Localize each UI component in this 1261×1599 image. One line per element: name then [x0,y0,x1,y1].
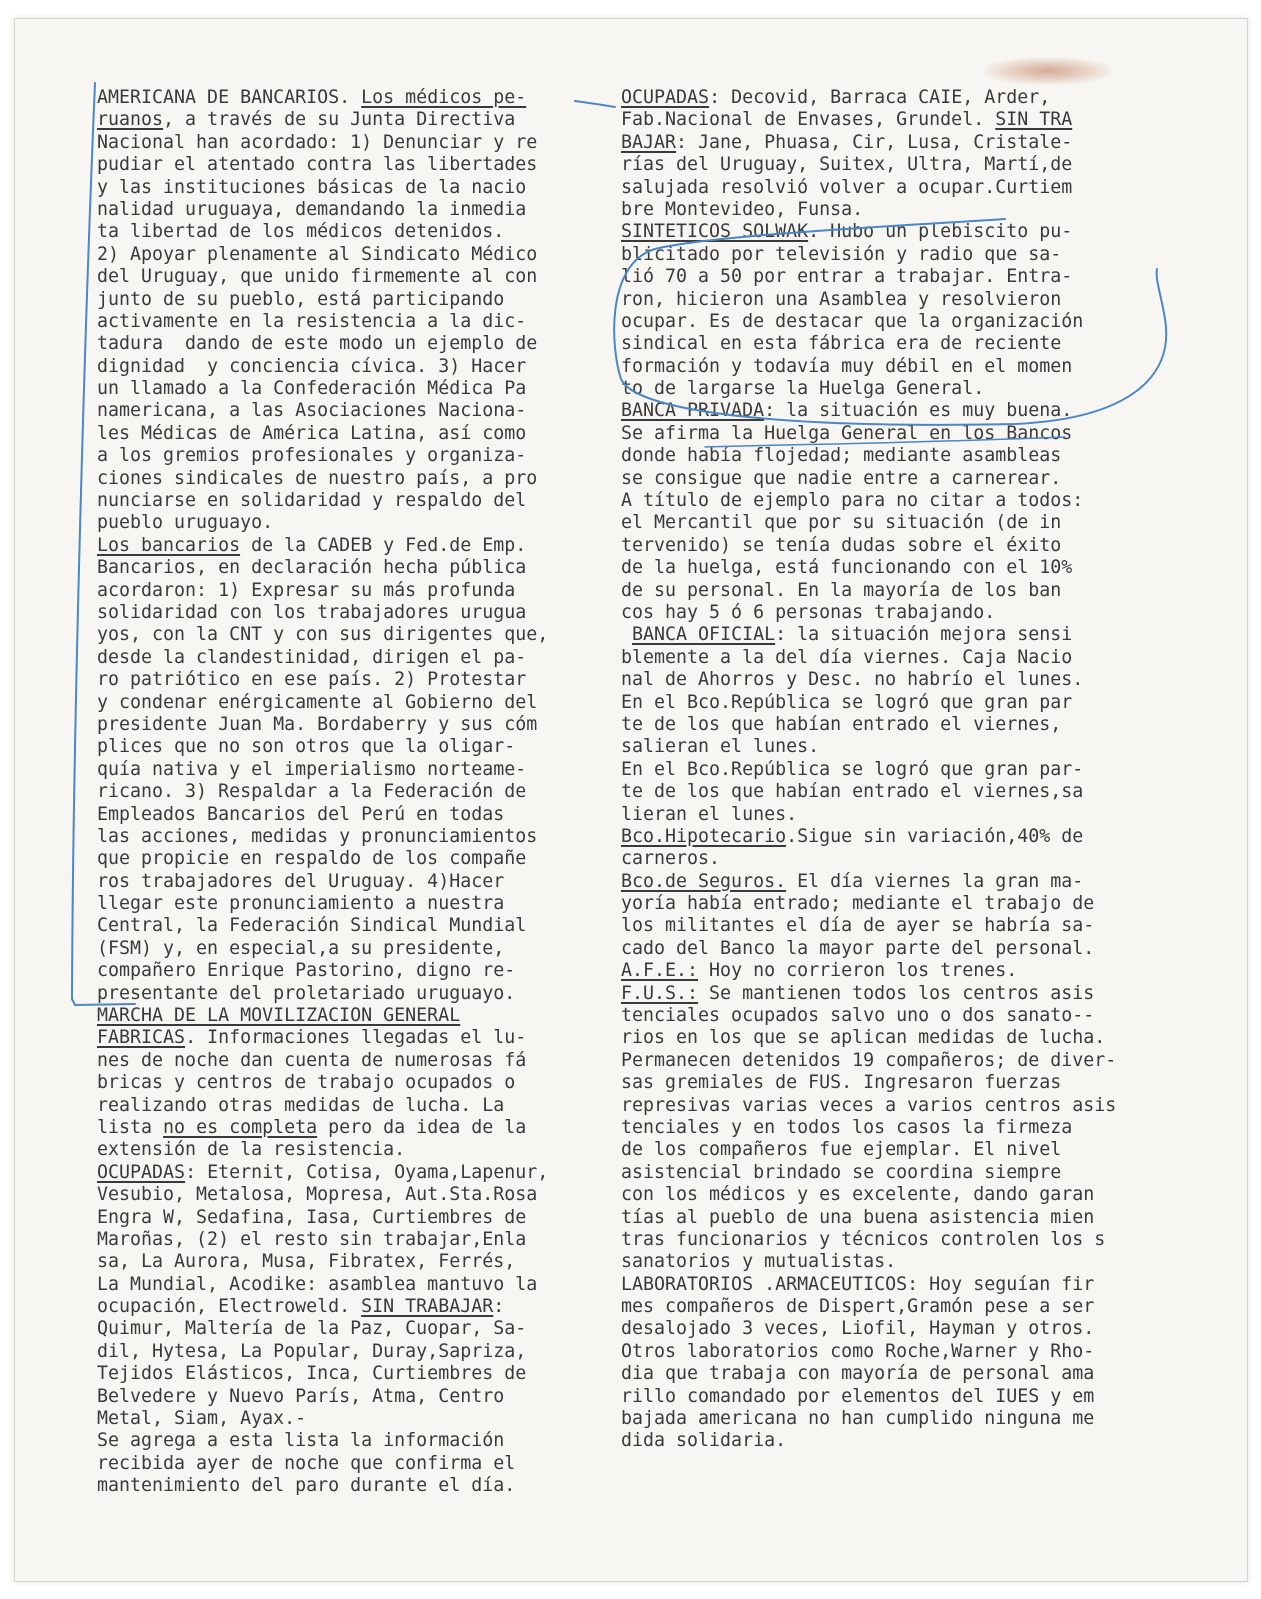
text-segment: dia que trabaja con mayoría de personal ama [621,1363,1095,1385]
text-segment: . Informaciones llegadas el lu- [185,1027,527,1049]
text-segment: : Jane, Phuasa, Cir, Lusa, Cristale- [676,131,1073,153]
text-line [97,535,637,557]
underlined-heading: MARCHA DE LA MOVILIZACION GENERAL [97,1005,461,1027]
text-segment: un llamado a la Confederación Médica Pa [97,378,527,400]
text-line [97,244,637,266]
text-line [97,400,637,422]
text-line [621,468,1221,490]
text-segment: y las instituciones básicas de la nacio [97,176,527,198]
text-segment: Hoy no corrieron los trenes. [698,960,1018,982]
text-segment: presidente Juan Ma. Bordaberry y sus cóm [97,713,538,735]
text-segment: blicitado por televisión y radio que sa- [621,243,1062,265]
text-line [621,1095,1221,1117]
text-segment: las acciones, medidas y pronunciamientos [97,825,538,847]
text-segment: AMERICANA DE BANCARIOS. [97,87,362,108]
text-segment: lió 70 a 50 por entrar a trabajar. Entra- [621,266,1073,288]
text-segment: Engra W, Sedafina, Iasa, Curtiembres de [97,1206,527,1228]
text-segment: : Decovid, Barraca CAIE, Arder, [709,87,1051,108]
text-segment: Se mantienen todos los centros asis [698,982,1095,1004]
text-line [621,132,1221,154]
text-segment: En el Bco.República se logró que gran par- [621,758,1084,780]
text-segment: donde había flojedad; mediante asambleas [621,445,1062,467]
underlined-heading: OCUPADAS [621,87,710,108]
underlined-heading: A.F.E.: [621,960,699,982]
text-line [97,1162,637,1184]
text-segment: de los compañeros fue ejemplar. El nivel [621,1139,1062,1161]
text-segment: mes compañeros de Dispert,Gramón pese a ser [621,1296,1095,1318]
text-segment: tías al pueblo de una buena asistencia mien [621,1206,1095,1228]
text-line [621,692,1221,714]
text-segment: con los médicos y es excelente, dando garan [621,1184,1095,1206]
text-line [621,1386,1221,1408]
text-line [97,736,637,758]
text-line [621,535,1221,557]
text-segment: pueblo uruguayo. [97,512,274,534]
text-line [97,87,637,109]
text-line [97,960,637,982]
text-segment: de la CADEB y Fed.de Emp. [240,534,527,556]
text-segment: y condenar enérgicamente al Gobierno del [97,691,538,713]
text-segment: nes de noche dan cuenta de numerosas fá [97,1049,527,1071]
text-segment: junto de su pueblo, está participando [97,288,505,310]
text-line [97,378,637,400]
text-line [97,333,637,355]
text-segment: asistencial brindado se coordina siempre [621,1161,1062,1183]
text-segment: el Mercantil que por su situación (de in [621,512,1062,534]
text-line [621,804,1221,826]
text-line [621,1363,1221,1385]
underlined-heading: Bco.de Seguros. [621,870,787,892]
text-segment: dignidad y conciencia cívica. 3) Hacer [97,355,527,377]
text-line [621,109,1221,131]
text-line [97,1005,637,1027]
text-segment: desalojado 3 veces, Liofil, Hayman y otros. [621,1318,1095,1340]
text-segment: ro patriótico en ese país. 2) Protestar [97,669,527,691]
text-line [97,692,637,714]
text-line [97,1251,637,1273]
text-segment: sa, La Aurora, Musa, Fibratex, Ferrés, [97,1251,516,1273]
text-line [621,759,1221,781]
text-line [97,154,637,176]
text-line [97,468,637,490]
text-segment: presentante del proletariado uruguayo. [97,982,516,1004]
text-segment: .Sigue sin variación,40% de [786,825,1084,847]
text-line [621,960,1221,982]
text-segment: del Uruguay, que unido firmemente al con [97,266,538,288]
text-segment: solidaridad con los trabajadores urugua [97,601,527,623]
text-segment: namericana, a las Asociaciones Naciona- [97,400,527,422]
text-segment: tras funcionarios y técnicos controlen los s [621,1228,1106,1250]
text-line [621,893,1221,915]
text-line [97,1318,637,1340]
text-segment: yos, con la CNT y con sus dirigentes que, [97,624,549,646]
text-line [97,1184,637,1206]
text-segment: Se agrega a esta lista la información [97,1430,505,1452]
text-line [621,1408,1221,1430]
text-line [97,602,637,624]
text-line [621,557,1221,579]
text-line [97,132,637,154]
text-line [97,109,637,131]
text-segment: mantenimiento del paro durante el día. [97,1475,516,1497]
text-line [621,624,1221,646]
text-segment: sindical en esta fábrica era de reciente [621,333,1062,355]
text-segment: Vesubio, Metalosa, Mopresa, Aut.Sta.Rosa [97,1184,538,1206]
text-line [97,512,637,534]
text-segment: quía nativa y el imperialismo norteame- [97,758,527,780]
underlined-heading: Los médicos pe- [361,87,527,108]
text-segment: lieran el lunes. [621,803,798,825]
text-line [621,848,1221,870]
text-line [621,983,1221,1005]
text-segment: El día viernes la gran ma- [786,870,1084,892]
text-line [97,915,637,937]
text-segment: Quimur, Maltería de la Paz, Cuopar, Sa- [97,1318,527,1340]
text-segment: les Médicas de América Latina, así como [97,422,527,444]
text-line [621,1274,1221,1296]
text-line [621,1184,1221,1206]
text-line [621,647,1221,669]
text-segment: Fab.Nacional de Envases, Grundel. [621,109,996,131]
text-line [97,804,637,826]
text-segment: bajada americana no han cumplido ninguna me [621,1408,1095,1430]
underlined-heading: no es completa [163,1116,318,1138]
text-segment: llegar este pronunciamiento a nuestra [97,893,505,915]
text-line [621,423,1221,445]
text-segment: Central, la Federación Sindical Mundial [97,915,527,937]
text-line [621,490,1221,512]
text-segment: Empleados Bancarios del Perú en todas [97,803,505,825]
text-segment: salieran el lunes. [621,736,820,758]
text-line [97,1430,637,1452]
text-segment: sanatorios y mutualistas. [621,1251,897,1273]
text-segment: tenciales y en todos los casos la firmeza [621,1116,1073,1138]
text-line [97,826,637,848]
left-column [97,87,637,1498]
text-segment: , a través de su Junta Directiva [163,109,516,131]
text-line [97,1117,637,1139]
text-segment: yoría había entrado; mediante el trabajo de [621,893,1095,915]
text-line [621,1005,1221,1027]
text-line [621,1027,1221,1049]
text-line [97,624,637,646]
text-line [621,669,1221,691]
text-segment: tadura dando de este modo un ejemplo de [97,333,538,355]
text-line [97,311,637,333]
text-segment: rios en los que se aplican medidas de lucha. [621,1027,1106,1049]
text-line [621,1139,1221,1161]
underlined-heading: ruanos [97,109,164,131]
text-segment: de la huelga, está funcionando con el 10% [621,557,1073,579]
text-line [97,580,637,602]
text-segment: pudiar el atentado contra las libertades [97,154,538,176]
text-line [621,1296,1221,1318]
text-segment: LABORATORIOS .ARMACEUTICOS: Hoy seguían fir [621,1273,1095,1295]
text-segment: Otros laboratorios como Roche,Warner y Rho- [621,1340,1095,1362]
text-line [621,826,1221,848]
text-segment: cado del Banco la mayor parte del personal. [621,937,1095,959]
text-segment: bre Montevideo, Funsa. [621,198,864,220]
text-line [97,221,637,243]
text-line [621,938,1221,960]
text-segment: carneros. [621,848,721,870]
text-line [621,87,1221,109]
text-line [621,871,1221,893]
text-line [621,1341,1221,1363]
text-segment: Tejidos Elásticos, Inca, Curtiembres de [97,1363,527,1385]
text-segment: En el Bco.República se logró que gran par [621,691,1073,713]
text-segment: represivas varias veces a varios centros asis [621,1094,1117,1116]
underlined-heading: SINTETICOS SOLWAK [621,221,809,243]
text-line [621,1050,1221,1072]
text-segment: Permanecen detenidos 19 compañeros; de diver- [621,1049,1117,1071]
text-line [621,1207,1221,1229]
text-segment: ocupación, Electroweld. [97,1296,362,1318]
text-line [621,736,1221,758]
text-line [97,1386,637,1408]
text-segment: recibida ayer de noche que confirma el [97,1452,516,1474]
text-line [621,199,1221,221]
text-segment: Metal, Siam, Ayax.- [97,1408,307,1430]
underlined-heading: Los bancarios [97,534,241,556]
underlined-heading: SIN TRA [995,109,1073,131]
underlined-heading: BANCA OFICIAL [632,624,776,646]
text-segment: ocupar. Es de destacar que la organización [621,310,1084,332]
text-line [97,1475,637,1497]
text-line [97,1095,637,1117]
text-line [621,289,1221,311]
text-segment: acordaron: 1) Expresar su más profunda [97,579,516,601]
text-segment: dida solidaria. [621,1430,787,1452]
text-segment: : la situación mejora sensi [775,624,1073,646]
text-line [97,1072,637,1094]
text-line [621,512,1221,534]
text-segment: (FSM) y, en especial,a su presidente, [97,937,505,959]
text-line [621,445,1221,467]
text-line [97,557,637,579]
text-segment: rillo comandado por elementos del IUES y em [621,1385,1095,1407]
text-line [621,311,1221,333]
text-line [97,356,637,378]
text-segment: Bancarios, en declaración hecha pública [97,557,527,579]
text-segment: a los gremios profesionales y organiza- [97,445,527,467]
text-line [97,781,637,803]
text-segment: 2) Apoyar plenamente al Sindicato Médico [97,243,538,265]
text-segment: . Hubo un plebiscito pu- [808,221,1073,243]
text-segment: que propicie en respaldo de los compañe [97,848,527,870]
text-line [621,1251,1221,1273]
text-line [621,177,1221,199]
text-segment: tenciales ocupados salvo uno o dos sanato-- [621,1005,1095,1027]
text-segment: bricas y centros de trabajo ocupados o [97,1072,516,1094]
text-line [97,199,637,221]
text-line [97,1050,637,1072]
text-line [621,602,1221,624]
text-segment: tervenido) se tenía dudas sobre el éxito [621,534,1062,556]
text-line [97,669,637,691]
text-segment: plices que no son otros que la oligar- [97,736,516,758]
text-segment: te de los que habían entrado el viernes, [621,713,1062,735]
text-segment: nunciarse en solidaridad y respaldo del [97,490,527,512]
text-line [97,759,637,781]
text-segment: : la situación es muy buena. [764,400,1073,422]
text-line [621,781,1221,803]
text-line [621,714,1221,736]
text-line [97,445,637,467]
text-segment: Nacional han acordado: 1) Denunciar y re [97,131,538,153]
underlined-heading: F.U.S.: [621,982,699,1004]
text-line [97,490,637,512]
text-line [621,1318,1221,1340]
text-segment: ricano. 3) Respaldar a la Federación de [97,781,527,803]
underlined-heading: OCUPADAS [97,1161,186,1183]
text-line [621,154,1221,176]
text-line [97,1363,637,1385]
text-line [621,1072,1221,1094]
text-line [621,580,1221,602]
text-segment: Belvedere y Nuevo París, Atma, Centro [97,1385,505,1407]
text-segment: : [493,1296,505,1318]
text-line [97,177,637,199]
text-line [97,983,637,1005]
text-segment: ta libertad de los médicos detenidos. [97,221,505,243]
text-line [97,1139,637,1161]
text-line [97,1453,637,1475]
text-segment: activamente en la resistencia a la dic- [97,310,527,332]
text-line [621,1117,1221,1139]
underlined-heading: FABRICAS [97,1027,186,1049]
text-segment [621,624,632,645]
text-segment: realizando otras medidas de lucha. La [97,1094,505,1116]
text-segment: salujada resolvió volver a ocupar.Curtiem [621,176,1073,198]
text-segment: cos hay 5 ó 6 personas trabajando. [621,601,996,623]
text-line [97,1341,637,1363]
paper-stain [983,57,1113,85]
text-segment: te de los que habían entrado el viernes,sa [621,781,1084,803]
text-line [621,915,1221,937]
text-segment: formación y todavía muy débil en el momen [621,355,1073,377]
text-segment: nalidad uruguaya, demandando la inmedia [97,198,527,220]
text-segment: compañero Enrique Pastorino, digno re- [97,960,516,982]
text-line [621,1229,1221,1251]
underlined-heading: Bco.Hipotecario [621,825,787,847]
text-line [97,1027,637,1049]
text-line [97,871,637,893]
text-line [97,1296,637,1318]
text-segment: ciones sindicales de nuestro país, a pro [97,467,538,489]
text-line [97,1274,637,1296]
text-line [97,289,637,311]
right-column [621,87,1221,1453]
text-segment: La Mundial, Acodike: asamblea mantuvo la [97,1273,538,1295]
text-segment: Se afirma la Huelga General en los Bancos [621,422,1073,444]
text-segment: Maroñas, (2) el resto sin trabajar,Enla [97,1228,527,1250]
text-segment: los militantes el día de ayer se habría sa- [621,915,1095,937]
text-segment: ros trabajadores del Uruguay. 4)Hacer [97,870,505,892]
text-line [97,848,637,870]
text-line [621,266,1221,288]
text-segment: desde la clandestinidad, dirigen el pa- [97,646,527,668]
text-line [97,423,637,445]
text-segment: ron, hicieron una Asamblea y resolvieron [621,288,1062,310]
text-line [97,266,637,288]
text-segment: se consigue que nadie entre a carnerear. [621,467,1062,489]
text-segment: nal de Ahorros y Desc. no habrío el lunes. [621,669,1084,691]
text-segment: rías del Uruguay, Suitex, Ultra, Martí,de [621,154,1073,176]
text-line [621,400,1221,422]
text-line [621,1162,1221,1184]
text-line [97,647,637,669]
text-segment: de su personal. En la mayoría de los ban [621,579,1062,601]
text-segment: blemente a la del día viernes. Caja Nacio [621,646,1073,668]
text-line [621,1430,1221,1452]
text-line [97,938,637,960]
text-line [97,1229,637,1251]
underlined-heading: SIN TRABAJAR [361,1296,494,1318]
text-line [621,244,1221,266]
text-segment: to de largarse la Huelga General. [621,378,985,400]
text-line [621,221,1221,243]
text-segment: lista [97,1116,164,1138]
text-segment: A título de ejemplo para no citar a todos: [621,490,1084,512]
text-line [621,356,1221,378]
text-segment: sas gremiales de FUS. Ingresaron fuerzas [621,1072,1062,1094]
text-line [97,714,637,736]
text-segment: extensión de la resistencia. [97,1139,406,1161]
text-line [97,1408,637,1430]
text-line [621,333,1221,355]
text-line [97,893,637,915]
text-segment: pero da idea de la [317,1116,527,1138]
typewritten-page [14,18,1248,1582]
text-segment: : Eternit, Cotisa, Oyama,Lapenur, [185,1161,549,1183]
text-line [97,1207,637,1229]
text-segment: dil, Hytesa, La Popular, Duray,Sapriza, [97,1340,527,1362]
underlined-heading: BAJAR [621,131,677,153]
underlined-heading: BANCA PRIVADA [621,400,765,422]
text-line [621,378,1221,400]
